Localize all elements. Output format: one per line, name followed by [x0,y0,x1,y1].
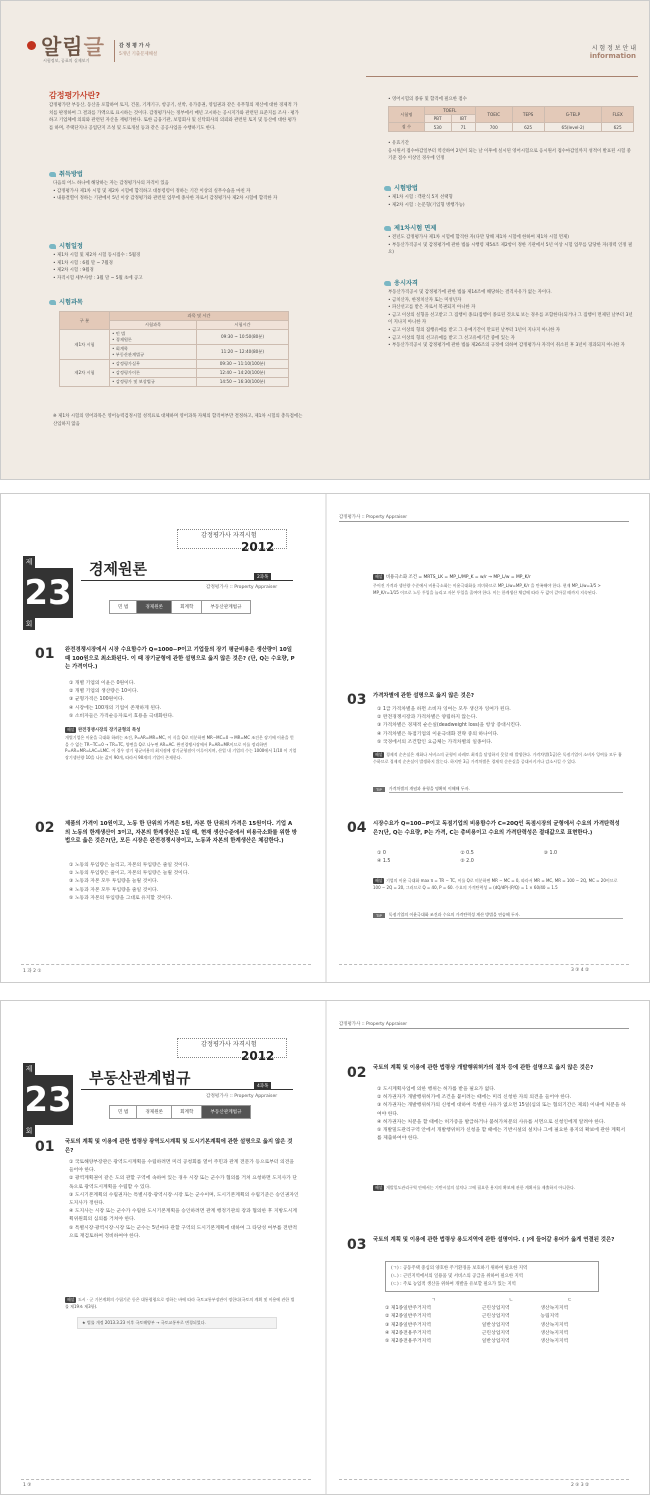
tip-label: TIP [373,913,385,918]
exam-tag: 감정평가사 자격시험 [201,532,257,539]
q1-exp-text: 도시 · 군 기본계획의 수립기준 등은 대통령령으로 정하는 바에 따라 국토교통부장관이 정한다(국토의 계획 및 이용에 관한 법률 제19조 제3항). [65,1297,295,1309]
q3-tip [373,786,623,793]
option[interactable]: ① 0 [377,851,386,856]
red-dot-icon [27,41,36,50]
explanation-icon: 해설 [375,1185,383,1190]
chapter-post: 회 [23,1125,35,1137]
q1-text: 완전경쟁시장에서 시장 수요함수가 Q=1000−P이고 기업들의 장기 평균비용은 생산량이 10일 때 100원으로 최소화된다. 이 때 장기균형에 관한 설명으로 옳지 않은 것은? (단, Q는 수요량, P는 가격이다.) [65,647,295,670]
table-row: • 감정평가 및 보상법규 14:50 ~ 16:30(100분) [60,378,289,387]
q1-note-box: ★ 법률 개정 2013.3.23 이후 국토해양부 → 국토교통부로 변경되었다. [77,1317,277,1329]
definition-line: (ㄱ) : 공동주택 중심의 양호한 주거환경을 보호하기 위하여 필요한 지역 [391,1266,528,1271]
option[interactable]: ④ 가격차별은 독점기업의 이윤극대화 전략 중의 하나이다. [377,731,499,737]
definition-line: (ㄴ) : 근린지역에서의 일용품 및 서비스의 공급을 위하여 필요한 지역 [391,1273,523,1279]
table-header: ㄱ ㄴ ㄷ [431,1298,573,1303]
footer-rule [21,1479,311,1480]
subject-tabs [109,1105,250,1119]
option[interactable]: ⑤ 국경에서의 조건합인 요금체는 가격차별의 일종이다. [377,739,493,745]
eligibility-text: 부동산가격공시 및 감정평가에 관한 법률 제14조에 해당하는 결격사유가 없는 자이다. • 금치산자, 한정치산자 또는 미성년자 • 파산선고를 받은 자로서 복권되지 아니한 자 • 금고 이상의 실형을 선고받고 그 집행이 종료(집행이 종료된 것으로 보는 경우를 포함한다)되거나 그 집행이 면제된 날부터 3년이 지나지 아니한 자 • 금고 이상의 형의 집행유예를 받고 그 유예기간이 만료된 날부터 1년이 지나지 아니한 자 • 금고 이상의 형의 선고유예를 받고 그 선고유예기간 중에 있는 자 • 부동산가격공시 및 감정평가에 관한 법률 제26조의 규정에 의하여 감정평가사 자격이 취소된 후 3년이 경과되지 아니한 자 [388,290,633,349]
option[interactable]: ③ 도시기본계획의 수립권자는 특별시장·광역시장·시장 또는 군수이며, 도시기본계획의 수립기준은 승인권자인 도지사가 정한다. [69,1192,299,1207]
definition-line: (ㄷ) : 주로 농업적 생산을 위하여 개발을 유보할 필요가 있는 지역 [391,1281,516,1287]
title-part-b: 글 [83,35,105,59]
q1-number: 01 [35,646,55,662]
option[interactable]: ⑤ 노동과 자본의 투입량을 그대로 유지할 것이다. [69,895,173,901]
q4-exp-text: 기업의 이윤 극대화 max π = TR − TC, 이를 Q로 미분하면 MR − MC = 0, 따라서 MR = MC, MR = 100 − 2Q, MC = 20이므로 100 − 2Q = 20, 그러므로 Q = 40, P = 60. 수요의 가격탄력성 = (dQ/dP)·(P/Q) = 1 × 60/40 = 1.5 [373,878,618,890]
chapter-pre: 제 [23,556,35,568]
english-intro: • 영어시험의 종류 및 합격에 필요한 점수 [388,97,467,102]
table-row: 제2차 시험 • 감정평가실무 09:30 ~ 11:10(100분) [60,360,289,369]
option[interactable]: ② 광역계획권이 같은 도의 관할 구역에 속하여 있는 경우 시장 또는 군수가 협의를 거쳐 요청하면 도지사가 단독으로 광역도시계획을 수립할 수 있다. [69,1176,297,1190]
tab-economics[interactable]: 경제원론 [136,600,172,614]
q4-number: 04 [347,820,367,836]
q3-definition-box [385,1261,599,1292]
q3-text: 국토의 계획 및 이용에 관한 법령상 용도지역에 관한 설명이다. ( )에 들어갈 용어가 옳게 연결된 것은? [373,1237,615,1243]
subject-title: 부동산관계법규 [89,1069,191,1087]
q2-exp-text: 주어진 가격과 생산량 수준에서 비용극소화는 이윤극대화를 의미하므로 MP_L/w=MP_K/r 을 만족해야 한다. 현재 MP_L/w=3/5 > MP_K/r=1/15 이므로 노동 투입을 늘리고 자본 투입을 줄여야 한다. 이는 한계생산 체감에 따라 두 값이 같아질 때까지 지속된다. [373,583,601,595]
q2-explanation [373,1185,623,1192]
answer-footer-right: 2 ⑤ 3 ② [571,1483,590,1488]
eng-subtitle: 감정평가사 :: Property Appraiser [206,585,278,590]
subject-tag: 4과목 [254,1082,271,1090]
section-subjects: 시험과목 [49,297,83,306]
q1-text: 국토의 계획 및 이용에 관한 법령상 광역도시계획 및 도시기본계획에 관한 설명으로 옳지 않은 것은? [65,1139,293,1154]
table-row: • 감정평가이론 12:40 ~ 14:20(100분) [60,369,289,378]
chapter-pre: 제 [23,1063,35,1075]
q2-options [69,862,299,903]
qualification-text: 다음의 어느 하나에 해당하는 자는 감정평가사의 자격이 있음 • 감정평가사 제1차 시험 및 제2차 시험에 합격하고 대통령령이 정하는 기간 이상의 실무수습을 마친 자 • 내용결렬이 정하는 기관에서 5년 이상 감정평가와 관련된 업무에 종사한 자로서 감정평가사 제2차 시험에 합격한 자 [53,181,278,202]
q1-number: 01 [35,1139,55,1155]
chapter-number: 23 [23,1075,73,1125]
info-left-page [1,1,326,479]
title-part-a: 알림 [41,35,84,59]
tab-civil-law[interactable]: 민 법 [109,1105,137,1119]
subjects-note: ※ 제1차 시험의 영어과목은 영어능력검정시험 성적표로 대체하며 영어과목 자체의 합격여부만 결정하고, 제1차 시험의 총득점에는 산입하지 않음 [53,414,303,427]
option[interactable]: ① 도시계획사업에 의한 행위는 허가를 받을 필요가 없다. [377,1087,496,1092]
q2-explanation [373,574,623,596]
th-subject-time: 과목 및 시간 [110,312,289,321]
option[interactable]: ③ 노동과 자본 모두 투입량을 늘릴 것이다. [69,879,159,885]
subjects-table [59,311,289,387]
q3-answer-table [385,1297,599,1346]
q1-explanation [65,1297,297,1310]
subject-tag: 2과목 [254,573,271,581]
q2-number: 02 [347,1065,367,1081]
footer-rule [339,1479,629,1480]
tab-economics[interactable]: 경제원론 [136,1105,172,1119]
option[interactable]: ④ 도지사는 시장 또는 군수가 수립한 도시기본계획을 승인하려면 관계 행정기관의 장과 협의한 후 지방도시계획위원회의 심의를 거쳐야 한다. [69,1209,298,1223]
q3-exp-text: 경제적 순손실은 재화나 서비스의 균형이 파레토 최적을 달성하지 못할 때 발생한다. 가격차별(1급)은 독점기업이 소비자 잉여를 모두 흡수하므로 경제적 순손실이 발생하지 않는다. 하지만 3급 가격차별은 경제적 순손실을 증대시키거나 감소시킬 수 있다. [373,752,622,764]
q2-exp-formula: 비용극소화 조건 = MRTS_LK = MP_L/MP_K = w/r → MP_L/w = MP_K/r [385,575,531,580]
schedule-text: • 제1차 시험 및 제2차 시험 동시접수 : 5월경 • 제1차 시험 : 6월 말 ~ 7월경 • 제2차 시험 : 9월경 • 자격시험 세부사항 : 3월 말 ~ 5월 초에 공고 [53,253,143,281]
table-row: 점 수 530 71 700 625 65(level-2) 625 [389,123,634,132]
q1-options [69,680,299,721]
table-row[interactable]: ⑤ 제2종전용주거지역 일반상업지역 생산녹지지역 [385,1339,569,1345]
gutter [325,1001,327,1494]
th-time: 시험시간 [197,321,289,330]
subject-title: 경제원론 [89,560,147,578]
q2-exp-text: 개발밀도관리구역 안에서는 기반시설의 설치나 그에 필요한 용지의 확보에 관한 계획서를 제출하지 아니한다. [385,1185,576,1190]
what-title: 감정평가사란? [49,91,101,100]
option[interactable]: ⑤ 2.0 [460,859,474,865]
running-rule [339,521,629,522]
option[interactable]: ③ 허가권자는 개발행위허가의 신청에 대하여 특별한 사유가 없으면 15일(심의 또는 협의기간은 제외) 이내에 처분을 하여야 한다. [377,1103,626,1117]
english-score-table: 시험명 TOEFL TOEIC TEPS G-TELP FLEX PBT IBT 점 수 530 71 700 625 65(level-2) 625 [388,106,634,132]
tab-civil-law[interactable]: 민 법 [109,600,137,614]
book-tag: 감 정 평 가 사 [119,43,151,49]
option[interactable]: ② 완전경쟁시장과 가격차별은 양립하지 않는다. [377,715,477,721]
exam-year: 2012 [241,540,275,554]
option[interactable]: ④ 노동과 자본 모두 투입량을 줄일 것이다. [69,887,159,893]
section-eligibility: 응시자격 [384,278,418,287]
speech-bubble-icon [49,300,56,305]
option[interactable]: ③ 1.0 [543,851,558,856]
tip-text: 독점기업의 이윤극대화 조건과 수요의 가격탄력성 계산 방법을 연습해 두자. [389,912,623,919]
spread-economics [0,493,650,983]
speech-bubble-icon [384,226,391,231]
spread-info [0,0,650,480]
chapter-post: 회 [23,618,35,630]
option[interactable]: ① 1급 가격차별을 하면 소비자 잉여는 모두 생산자 잉여가 된다. [377,707,511,712]
explanation-icon: 해설 [375,752,383,757]
q2-options [377,1086,627,1143]
option[interactable]: ③ 가격차별은 경제적 순손실(deadweight loss)을 항상 증대시킨다. [377,723,522,729]
header-rule [366,76,638,77]
option[interactable]: ③ 균형가격은 100원이다. [69,697,125,703]
right-running-header: 감정평가사 :: Property Appraiser [339,1022,408,1027]
tab-accounting[interactable]: 회계학 [171,600,202,614]
method-text: • 제1차 시험 : 객관식 5지 선택형 • 제2차 시험 : 논문형(기입형 병행가능) [388,195,465,208]
option[interactable]: ② 0.5 [460,851,474,856]
answer-footer-left: 1 과 2 ① [23,969,42,974]
tip-text: 가격차별의 개념과 유형을 명확히 이해해 두자. [389,786,623,793]
option[interactable]: ② 허가권자가 개발행위허가에 조건을 붙이려는 때에는 미리 신청한 자의 의견을 들어야 한다. [377,1095,572,1101]
q3-number: 03 [347,1237,367,1253]
q4-text: 시장수요가 Q=100−P이고 독점기업의 비용함수가 C=20Q인 독점시장의 균형에서 수요의 가격탄력성은?(단, Q는 수요량, P는 가격, C는 총비용이고 수요의 가격탄력성은 절대값으로 표현한다.) [373,821,620,836]
option[interactable]: ④ 허가권자는 처분을 할 때에는 허가증을 발급하거나 불허가처분의 사유를 서면으로 신청인에게 알려야 한다. [377,1119,606,1125]
option[interactable]: ④ 1.5 [377,859,391,865]
right-running-header: 감정평가사 :: Property Appraiser [339,515,408,520]
title-rule [81,580,293,581]
q2-number: 02 [35,820,55,836]
exam-tag: 감정평가사 자격시험 [201,1041,257,1048]
option[interactable]: ① 국토해양부장관은 광역도시계획을 수립하려면 미리 공청회를 열어 주민과 관계 전문가 등으로부터 의견을 들어야 한다. [69,1160,294,1174]
option[interactable]: ② 노동의 투입량은 줄이고, 자본의 투입량은 늘릴 것이다. [69,871,189,877]
option[interactable]: ⑤ 개발밀도관리구역 안에서 개발행위허가 신청을 할 때에는 기반시설의 설치나 그에 필요한 용지의 확보에 관한 계획서를 제출하여야 한다. [377,1128,626,1142]
tab-real-estate-law[interactable]: 부동산관계법규 [201,600,250,614]
speech-bubble-icon [49,244,56,249]
option[interactable]: ④ 시장에는 100개의 기업이 존재하게 된다. [69,705,162,711]
exemption-text: • 전년도 감정평가사 제1차 시험에 합격한 자(다만 당해 제1차 시험에 한하여 제1차 시험 면제) • 부동산가격공시 및 감정평가에 관한 법률 시행령 제54조 제2항이 정한 기관에서 5년 이상 시험 업무를 담당한 자(경력 인정 필요) [388,235,633,256]
what-text: 감정평가란 부동산, 동산을 포함하여 토지, 건물, 기계기구, 항공기, 선박, 유가증권, 영업권과 같은 유무형의 재산에 대한 경제적 가치를 판정하여 그 결과를 가액으로 표시하는 것이다. 감정평가사는 정부에서 매년 고시하는 공시지가와 관련된 표준지를 조사 · 평가하고 기업체에 의뢰와 관련된 자산을 재평가한다. 또한 금융기관, 보험회사 및 신탁회사의 의뢰와 관련된 토지 및 동산에 대한 평가를 하며, 주택단지나 공업단지 조성 및 도로개설 등과 같은 공공사업을 수행하기도 한다. [49,103,299,131]
footer-rule [339,964,629,965]
option[interactable]: ⑤ 특별시장·광역시장·시장 또는 군수는 5년마다 관할 구역의 도시기본계획에 대하여 그 타당성 여부를 전반적으로 재검토하여 정비하여야 한다. [69,1225,297,1239]
tab-accounting[interactable]: 회계학 [171,1105,202,1119]
q3-number: 03 [347,692,367,708]
right-header-kr: 시 험 정 보 안 내 [591,45,636,52]
english-validity: • 유효기간 응시원서 접수마감일부터 역산하여 2년이 되는 날 이후에 실시된 영어시험으로 응시원서 접수마감일까지 성적이 발표된 시험 중 기준 점수 이상인 경우에 인정 [388,141,631,162]
th-group: 구 분 [60,312,110,330]
q1-explanation [65,727,297,761]
exam-year: 2012 [241,1049,275,1063]
tab-real-estate-law[interactable]: 부동산관계법규 [201,1105,250,1119]
q3-text: 가격차별에 관한 설명으로 옳지 않은 것은? [373,693,475,699]
explanation-icon: 해설 [67,1297,75,1302]
title-divider [114,40,115,62]
footer-rule [21,964,311,965]
table-row[interactable]: ④ 제2종전용주거지역 근린상업지역 생산녹지지역 [385,1330,569,1336]
table-row[interactable]: ③ 제2종일반주거지역 일반상업지역 생산녹지지역 [385,1322,569,1328]
q2-text: 국토의 계획 및 이용에 관한 법령상 개발행위허가의 절차 등에 관한 설명으로 옳지 않은 것은? [373,1065,594,1071]
q1-options [69,1159,299,1241]
speech-bubble-icon [384,186,391,191]
eng-subtitle: 감정평가사 :: Property Appraiser [206,1094,278,1099]
title-rule [81,1089,293,1090]
explanation-icon: 해설 [375,574,383,579]
q1-exp-title: 완전경쟁시장의 장기균형의 특성 [77,728,141,733]
section-qualification: 취득방법 [49,169,83,178]
speech-bubble-icon [384,281,391,286]
explanation-icon: 해설 [375,878,383,883]
q3-options [377,706,627,747]
explanation-icon: 해설 [67,727,75,732]
q3-explanation [373,752,623,765]
table-row: • 회계학 • 부동산관계법규 11:20 ~ 12:40(80분) [60,345,289,360]
q4-tip [373,912,623,919]
section-schedule: 시험일정 [49,241,83,250]
q4-explanation [373,878,623,891]
th-subject: 시험과목 [110,321,197,330]
option[interactable]: ① 노동의 투입량은 늘리고, 자본의 투입량은 줄일 것이다. [69,863,189,868]
answer-footer-left: 1 ③ [23,1483,32,1488]
answer-footer-right: 3 ③ 4 ② [571,968,590,973]
table-row: 제1차 시험 • 민 법 • 경제원론 09:30 ~ 10:50(80분) [60,330,289,345]
section-method: 시험방법 [384,183,418,192]
info-right-page [326,1,650,479]
page-subtitle: 시험정보, 공표의 실제보기 [43,58,90,63]
q1-exp-text: 개별기업은 이윤을 극대화 하려는 조건, P=AR=MR=MC, 이 식을 Q로 미분하면 MR−MC=0 → MR=MC 조건은 장기에 이윤을 얻을 수 없는 TR−TC=0 → TR=TC, 양변을 Q로 나누면 AR=AC. 완전경쟁시장에서 P=AR=MR이므로 이를 정리하면 P=AR=MR=LAC=LMC. 이 경우 장기 평균비용의 최저점에 장기균형점이 이루어지며, 산업 내 기업의 수는 1000에서 1/10 이 기업 장기생산량 10을 나눈 값이 90개, 따라서 90개의 기업이 존재한다. [65,735,297,760]
q4-options [377,850,627,866]
right-header-en: information [589,52,636,60]
book-tag-2: 5개년 기출문제해설 [119,52,158,57]
subject-tabs [109,600,250,614]
section-exemption: 제1차시험 면제 [384,223,436,232]
option[interactable]: ② 개별 기업의 생산량은 10이다. [69,689,139,695]
tip-label: TIP [373,787,385,792]
running-rule [339,1028,629,1029]
speech-bubble-icon [49,172,56,177]
option[interactable]: ⑤ 소비자들은 가격순응자로서 효용을 극대화한다. [69,713,174,719]
table-row[interactable]: ② 제2종일반주거지역 근린상업지역 농림지역 [385,1314,559,1320]
spread-real-estate-law [0,1000,650,1495]
page-title [41,31,105,61]
chapter-number: 23 [23,568,73,618]
option[interactable]: ① 개별 기업의 이윤은 0원이다. [69,681,135,686]
gutter [325,494,327,982]
q2-text: 제품의 가격이 10원이고, 노동 한 단위의 가격은 5원, 자본 한 단위의 가격은 15원이다. 기업 A의 노동의 한계생산이 3이고, 자본의 한계생산은 1일 때, 현재 생산수준에서 비용극소화를 위한 방법으로 옳은 것은?(단, 모든 시장은 완전경쟁시장이고, 노동과 자본의 한계생산은 체감한다.) [65,821,297,844]
table-row[interactable]: ① 제1종일반주거지역 근린상업지역 생산녹지지역 [385,1306,569,1312]
